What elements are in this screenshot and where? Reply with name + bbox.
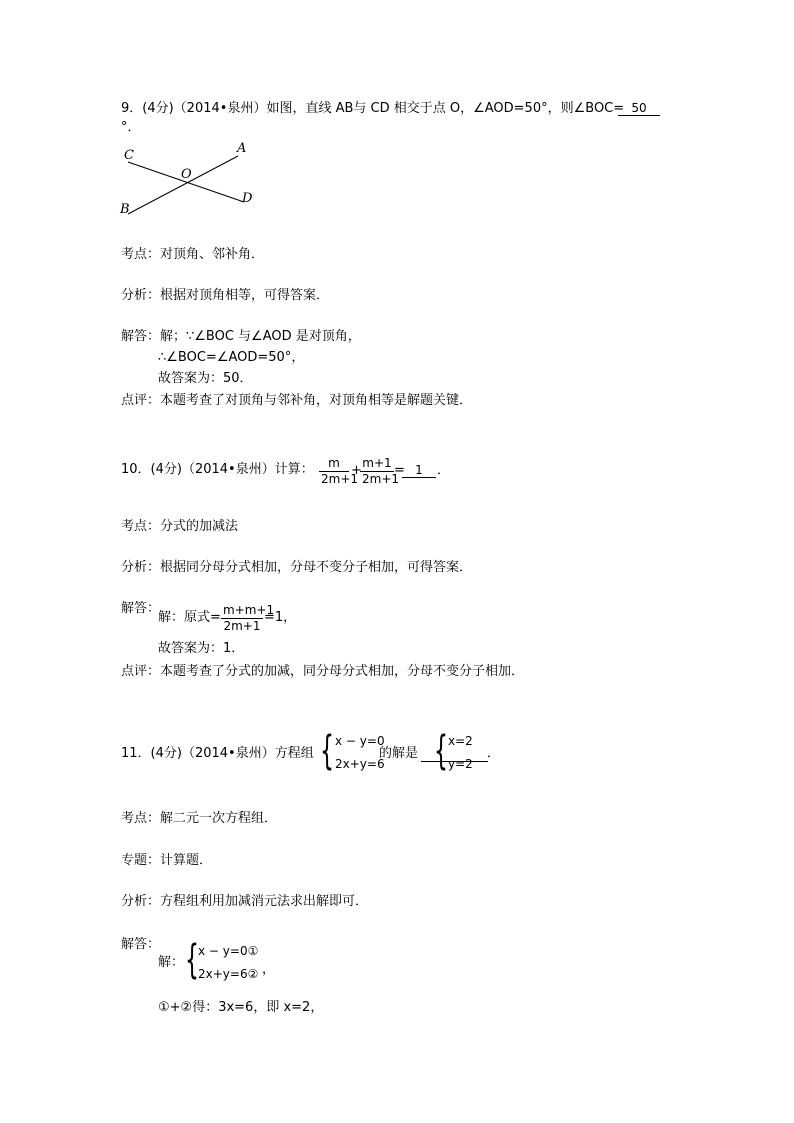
q10-jieda-line2: 故答案为：1． xyxy=(158,641,245,656)
q10-jieda-denominator: 2m+1 xyxy=(223,619,261,633)
q11-system-brace: { xyxy=(320,728,334,774)
q9-jieda-line1: 解答：解；∵∠BOC 与∠AOD 是对顶角， xyxy=(121,329,361,344)
q11-fenxi: 分析：方程组利用加减消元法求出解即可． xyxy=(121,894,369,909)
q10-plus: + xyxy=(351,463,362,478)
q10-frac2-numerator: m+1 xyxy=(360,456,394,472)
q11-answer-x: x=2 xyxy=(448,734,473,748)
q10-question-prefix: 10．(4分)（2014•泉州）计算： xyxy=(121,462,314,477)
q10-equals: = xyxy=(394,463,405,478)
figure-label-a: A xyxy=(237,141,247,156)
q10-jieda-prefix: 解：原式= xyxy=(158,610,221,625)
q10-kaodian: 考点：分式的加减法 xyxy=(121,519,239,534)
q9-kaodian: 考点：对顶角、邻补角． xyxy=(121,247,265,262)
q10-dianping: 点评：本题考查了分式的加减，同分母分式相加，分母不变分子相加． xyxy=(121,664,525,679)
q10-jieda-fraction xyxy=(221,603,275,634)
figure-label-d: D xyxy=(242,191,253,206)
q10-fraction-1 xyxy=(319,456,359,487)
q10-frac1-denominator: 2m+1 xyxy=(321,472,359,486)
q11-mid-text: 的解是 xyxy=(379,746,419,761)
q10-answer: 1 xyxy=(415,463,423,477)
q9-jieda-line3: 故答案为：50． xyxy=(158,371,253,386)
q11-end: ． xyxy=(487,746,501,761)
q11-system-eq2: 2x+y=6 xyxy=(335,757,385,771)
line-ab xyxy=(128,156,238,214)
figure-label-o: O xyxy=(181,167,192,182)
q11-jieda-eq2: 2x+y=6② xyxy=(198,967,259,981)
q9-fenxi: 分析：根据对顶角相等，可得答案． xyxy=(121,288,330,303)
q9-question-line xyxy=(121,101,624,117)
q10-frac1-numerator: m xyxy=(319,456,349,472)
q10-fenxi: 分析：根据同分母分式相加，分母不变分子相加，可得答案． xyxy=(121,560,473,575)
q10-jieda-label: 解答： xyxy=(121,601,161,616)
q11-jieda-comma: ， xyxy=(262,962,276,977)
q9-jieda-line2: ∴∠BOC=∠AOD=50°， xyxy=(158,350,305,365)
q11-system-eq1: x − y=0 xyxy=(335,734,385,748)
q11-kaodian: 考点：解二元一次方程组． xyxy=(121,811,278,826)
q10-jieda-suffix: =1， xyxy=(264,610,297,625)
q11-jieda-eq1: x − y=0① xyxy=(198,944,259,958)
q11-step: ①+②得：3x=6，即 x=2， xyxy=(158,1000,324,1015)
q11-answer-brace: { xyxy=(434,728,448,774)
q9-dianping: 点评：本题考查了对顶角与邻补角，对顶角相等是解题关键． xyxy=(121,393,473,408)
q9-answer: 50 xyxy=(631,101,647,115)
q11-zhuanti: 专题：计算题． xyxy=(121,853,213,868)
figure-label-b: B xyxy=(120,202,130,217)
q9-question-line2: °． xyxy=(121,120,141,135)
q9-answer-blank xyxy=(618,101,660,116)
figure-label-c: C xyxy=(124,148,134,163)
q11-jieda-brace: { xyxy=(185,937,199,983)
q10-jieda-numerator: m+m+1 xyxy=(223,603,275,617)
q11-question-prefix: 11．(4分)（2014•泉州）方程组 xyxy=(121,746,314,761)
q11-jieda-label: 解答： xyxy=(121,937,161,952)
q10-fraction-2 xyxy=(360,456,400,487)
q10-end: ． xyxy=(437,463,451,478)
q10-frac2-denominator: 2m+1 xyxy=(362,472,400,486)
q10-answer-blank xyxy=(402,463,436,478)
q11-answer-y: y=2 xyxy=(448,757,473,771)
q11-jieda-prefix: 解： xyxy=(158,955,185,970)
q9-question-text: 9．(4分)（2014•泉州）如图，直线 AB与 CD 相交于点 O，∠AOD=50°，则∠BOC= xyxy=(121,101,625,116)
